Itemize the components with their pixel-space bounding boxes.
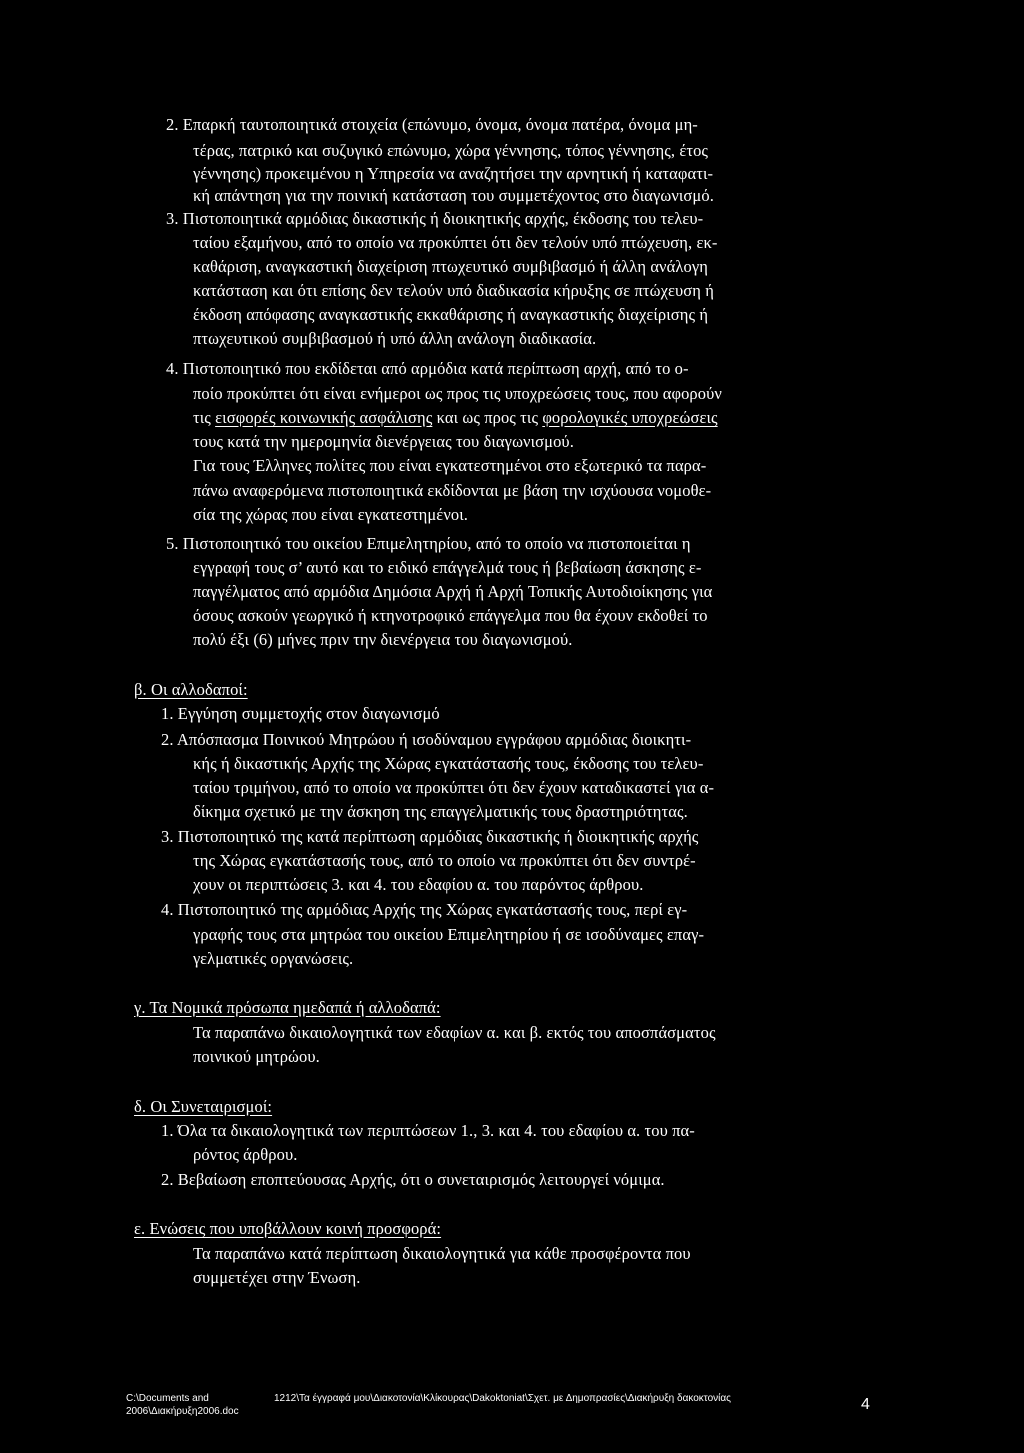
text-line: 2. Απόσπασμα Ποινικού Μητρώου ή ισοδύναμου εγγράφου αρμόδιας διοικητι- xyxy=(161,730,692,749)
text-line: γελματικές οργανώσεις. xyxy=(193,949,354,968)
text-span: και ως προς τις xyxy=(432,408,543,427)
footer-path-right: 1212\Τα έγγραφά μου\Διακοτονία\Κλίκουρας\Dakoktoniat\Σχετ. με Δημοπρασίες\Διακήρυξη δακοκτονίας xyxy=(274,1393,732,1404)
text-line: σία της χώρας που είναι εγκατεστημένοι. xyxy=(193,505,468,524)
text-line: 2. Επαρκή ταυτοποιητικά στοιχεία (επώνυμο, όνομα, όνομα πατέρα, όνομα μη- xyxy=(166,115,698,134)
text-line: κή απάντηση για την ποινική κατάσταση του συμμετέχοντος στο διαγωνισμό. xyxy=(193,186,714,205)
text-line: της Χώρας εγκατάστασής τους, από το οποίο να προκύπτει ότι δεν συντρέ- xyxy=(193,851,696,870)
text-line: συμμετέχει στην Ένωση. xyxy=(193,1268,361,1287)
social-security-link[interactable]: εισφορές κοινωνικής ασφάλισης xyxy=(215,408,433,427)
text-line: Τα παραπάνω δικαιολογητικά των εδαφίων α. και β. εκτός του αποσπάσματος xyxy=(193,1023,716,1042)
text-line: παγγέλματος από αρμόδια Δημόσια Αρχή ή Αρχή Τοπικής Αυτοδιοίκησης για xyxy=(193,582,713,601)
text-line: 3. Πιστοποιητικά αρμόδιας δικαστικής ή διοικητικής αρχής, έκδοσης του τελευ- xyxy=(166,209,704,228)
text-line: κατάσταση και ότι επίσης δεν τελούν υπό διαδικασία κήρυξης σε πτώχευση ή xyxy=(193,281,714,300)
text-line: γέννησης) προκειμένου η Υπηρεσία να αναζητήσει την αρνητική ή καταφατι- xyxy=(193,164,714,183)
text-line: ποίο προκύπτει ότι είναι ενήμεροι ως προς τις υποχρεώσεις τους, που αφορούν xyxy=(193,384,722,403)
section-heading-e: ε. Ενώσεις που υποβάλλουν κοινή προσφορά: xyxy=(134,1219,442,1238)
text-line: καθάριση, αναγκαστική διαχείριση πτωχευτικό συμβιβασμό ή άλλη ανάλογη xyxy=(193,257,708,276)
text-line: 1. Όλα τα δικαιολογητικά των περιπτώσεων 1., 3. και 4. του εδαφίου α. του πα- xyxy=(161,1121,695,1140)
text-line: έκδοση απόφασης αναγκαστικής εκκαθάρισης ή αναγκαστικής διαχείρισης ή xyxy=(193,305,709,324)
section-heading-c: γ. Τα Νομικά πρόσωπα ημεδαπά ή αλλοδαπά: xyxy=(134,998,441,1017)
footer-path-left-2: 2006\Διακήρυξη2006.doc xyxy=(126,1406,239,1417)
text-line xyxy=(193,407,718,429)
text-line: 4. Πιστοποιητικό που εκδίδεται από αρμόδια κατά περίπτωση αρχή, από το ο- xyxy=(166,359,689,378)
text-line: ταίου εξαμήνου, από το οποίο να προκύπτει ότι δεν τελούν υπό πτώχευση, εκ- xyxy=(193,233,718,252)
text-span: τις xyxy=(193,408,216,427)
text-line: Για τους Έλληνες πολίτες που είναι εγκατεστημένοι στο εξωτερικό τα παρα- xyxy=(193,456,707,475)
text-line: πολύ έξι (6) μήνες πριν την διενέργεια του διαγωνισμού. xyxy=(193,630,573,649)
text-line: πτωχευτικού συμβιβασμού ή υπό άλλη ανάλογη διαδικασία. xyxy=(193,329,597,348)
text-line: 1. Εγγύηση συμμετοχής στον διαγωνισμό xyxy=(161,704,440,723)
section-heading-d: δ. Οι Συνεταιρισμοί: xyxy=(134,1097,273,1116)
page-number: 4 xyxy=(861,1396,870,1413)
text-line: δίκημα σχετικό με την άσκηση της επαγγελματικής τους δραστηριότητας. xyxy=(193,802,688,821)
text-line: χουν οι περιπτώσεις 3. και 4. του εδαφίου α. του παρόντος άρθρου. xyxy=(193,875,644,894)
text-line: 2. Βεβαίωση εποπτεύουσας Αρχής, ότι ο συνεταιρισμός λειτουργεί νόμιμα. xyxy=(161,1170,665,1189)
text-line: 5. Πιστοποιητικό του οικείου Επιμελητηρίου, από το οποίο να πιστοποιείται η xyxy=(166,534,691,553)
text-line: γραφής τους στα μητρώα του οικείου Επιμελητηρίου ή σε ισοδύναμες επαγ- xyxy=(193,925,705,944)
text-line: εγγραφή τους σ’ αυτό και το ειδικό επάγγελμά τους ή βεβαίωση άσκησης ε- xyxy=(193,558,702,577)
text-line: 3. Πιστοποιητικό της κατά περίπτωση αρμόδιας δικαστικής ή διοικητικής αρχής xyxy=(161,827,699,846)
text-line: τους κατά την ημερομηνία διενέργειας του διαγωνισμού. xyxy=(193,432,574,451)
text-line: ρόντος άρθρου. xyxy=(193,1145,298,1164)
section-heading-b: β. Οι αλλοδαποί: xyxy=(134,680,248,699)
footer-path-left-1: C:\Documents and xyxy=(126,1393,209,1404)
text-line: όσους ασκούν γεωργικό ή κτηνοτροφικό επάγγελμα που θα έχουν εκδοθεί το xyxy=(193,606,708,625)
text-line: ποινικού μητρώου. xyxy=(193,1047,320,1066)
tax-obligations-link[interactable]: φορολογικές υποχρεώσεις xyxy=(542,408,718,427)
text-line: ταίου τριμήνου, από το οποίο να προκύπτει ότι δεν έχουν καταδικαστεί για α- xyxy=(193,778,715,797)
text-line: πάνω αναφερόμενα πιστοποιητικά εκδίδονται με βάση την ισχύουσα νομοθε- xyxy=(193,481,712,500)
text-line: 4. Πιστοποιητικό της αρμόδιας Αρχής της Χώρας εγκατάστασής τους, περί εγ- xyxy=(161,900,688,919)
text-line: κής ή δικαστικής Αρχής της Χώρας εγκατάστασής τους, έκδοσης του τελευ- xyxy=(193,754,704,773)
text-line: Τα παραπάνω κατά περίπτωση δικαιολογητικά για κάθε προσφέροντα που xyxy=(193,1244,691,1263)
text-line: τέρας, πατρικό και συζυγικό επώνυμο, χώρα γέννησης, τόπος γέννησης, έτος xyxy=(193,141,709,160)
